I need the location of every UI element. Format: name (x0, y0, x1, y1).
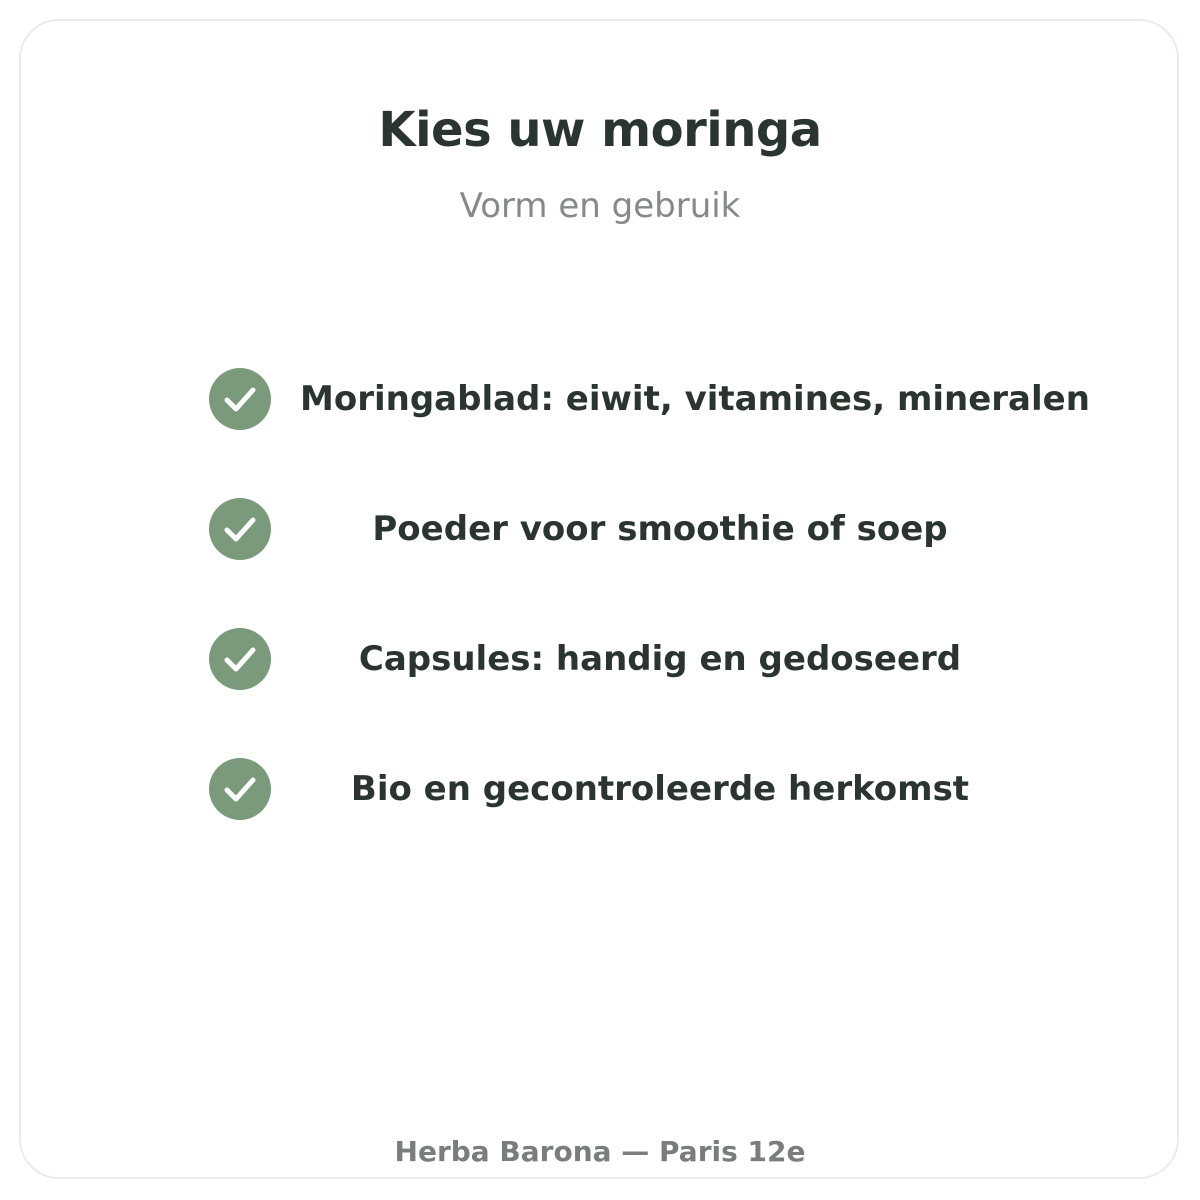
list-item-label: Moringablad: eiwit, vitamines, mineralen (300, 379, 1090, 419)
footer-text: Herba Barona — Paris 12e (394, 1135, 806, 1168)
list-item-label: Poeder voor smoothie of soep (372, 509, 948, 549)
list-item-label: Bio en gecontroleerde herkomst (350, 769, 970, 809)
page-title: Kies uw moringa (378, 102, 822, 158)
list-item-label: Capsules: handig en gedoseerd (358, 639, 962, 679)
page-subtitle: Vorm en gebruik (459, 186, 741, 226)
